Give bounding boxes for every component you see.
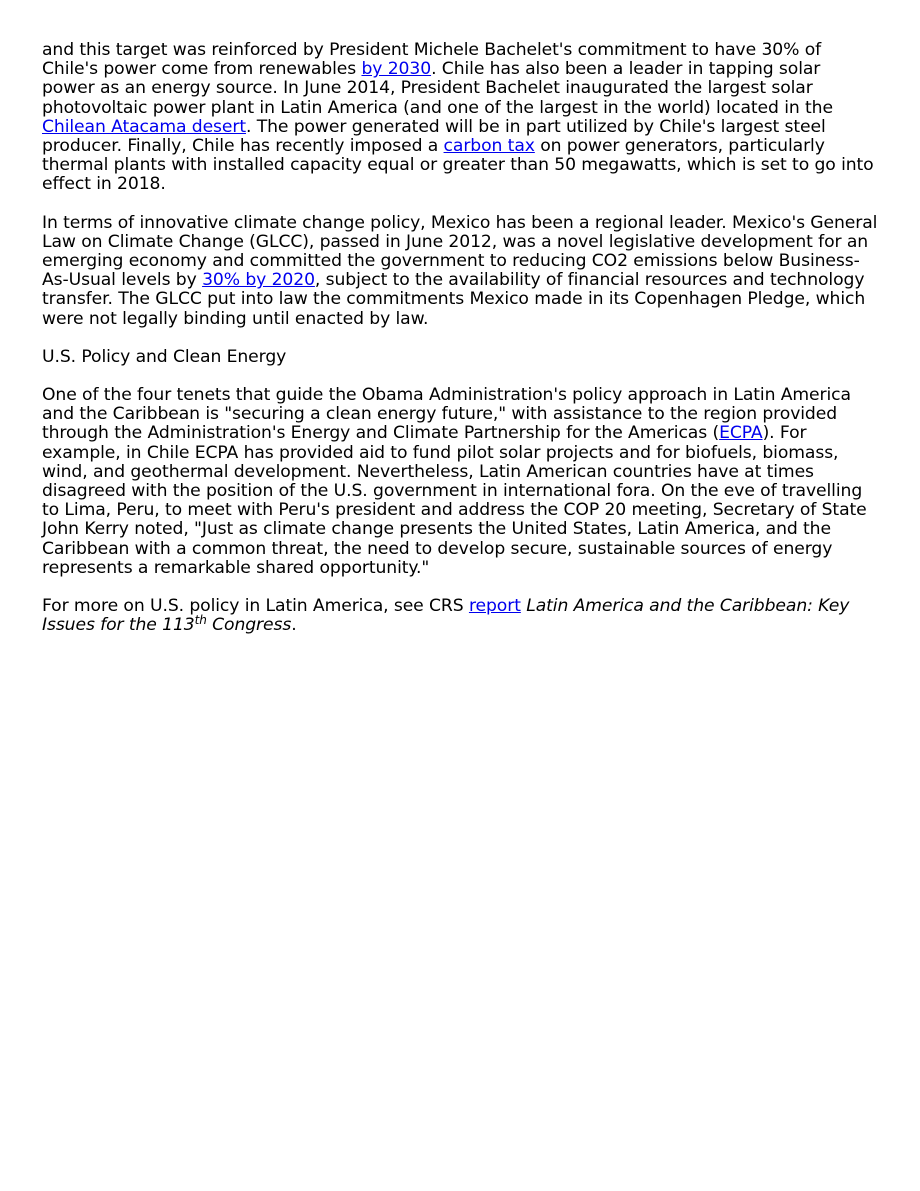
link-carbon-tax[interactable]: carbon tax [443, 136, 535, 157]
paragraph-chile-renewables [42, 41, 878, 195]
text-span: . The power generated will be in part utilized by Chile's largest steel producer. Finally, Chile has recently imposed a [42, 116, 826, 157]
text-span: . [291, 615, 297, 636]
text-span: . Chile has also been a leader in tapping solar power as an energy source. In June 2014, President Bachelet inaugurated the largest solar photovoltaic power plant in Latin America (and one of the largest in the world) located in the [42, 59, 833, 118]
text-span: For more on U.S. policy in Latin America, see CRS [42, 596, 469, 617]
superscript-th: th [194, 613, 207, 628]
text-span: , subject to the availability of financial resources and technology transfer. The GLCC put into law the commitments Mexico made in its Copenhagen Pledge, which were not legally binding until enacted by law. [42, 270, 866, 329]
paragraph-us-policy [42, 386, 878, 578]
document-body [42, 41, 878, 654]
text-span: In terms of innovative climate change policy, Mexico has been a regional leader. Mexico's General Law on Climate Change (GLCC), passed in June 2012, was a novel legislative development for an emerging economy and committed the government to reducing CO2 emissions below Business-As-Usual levels by [42, 212, 878, 291]
link-30-by-2020[interactable]: 30% by 2020 [202, 270, 315, 291]
link-chilean-atacama-desert[interactable]: Chilean Atacama desert [42, 116, 246, 137]
text-span: and this target was reinforced by President Michele Bachelet's commitment to have 30% of Chile's power come from renewables [42, 40, 822, 80]
link-report[interactable]: report [468, 596, 521, 617]
report-title-part-b: Congress [206, 615, 292, 636]
text-span: One of the four tenets that guide the Obama Administration's policy approach in Latin America and the Caribbean is "securing a clean energy future," with assistance to the region provided through the Administration's Energy and Climate Partnership for the Americas ( [42, 385, 851, 444]
link-ecpa[interactable]: ECPA [719, 423, 763, 444]
report-title-part-a: Latin America and the Caribbean: Key Issues for the 113 [42, 596, 850, 636]
text-span: on power generators, particularly thermal plants with installed capacity equal or greater than 50 megawatts, which is set to go into effect in 2018. [42, 136, 874, 195]
link-by-2030[interactable]: by 2030 [361, 59, 432, 80]
paragraph-more-info [42, 597, 878, 635]
section-heading: U.S. Policy and Clean Energy [42, 346, 287, 367]
paragraph-mexico-policy [42, 214, 878, 329]
text-span: ). For example, in Chile ECPA has provided aid to fund pilot solar projects and for biofuels, biomass, wind, and geothermal development. Nevertheless, Latin American countries have at times disagreed with the position of the U.S. government in international fora. On the eve of travelling to Lima, Peru, to meet with Peru's president and address the COP 20 meeting, Secretary of State John Kerry noted, "Just as climate change presents the United States, Latin America, and the Caribbean with a common threat, the need to develop secure, sustainable sources of energy represents a remarkable shared opportunity." [42, 423, 867, 578]
